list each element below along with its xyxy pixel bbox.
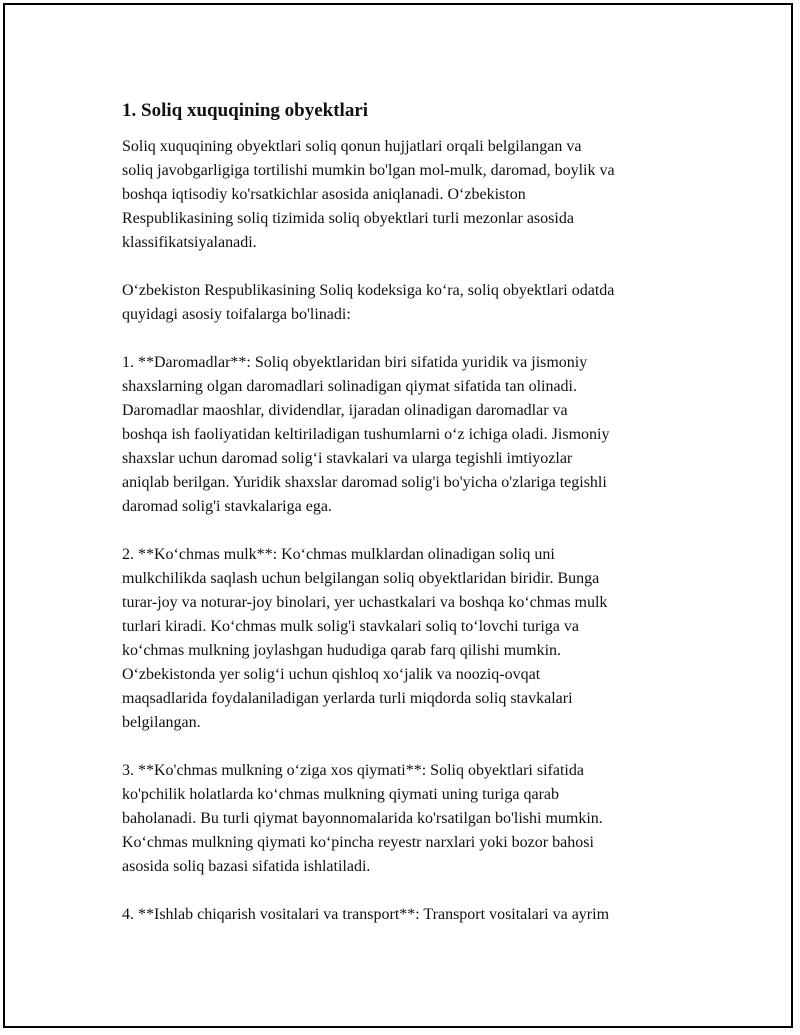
text-line: 4. **Ishlab chiqarish vositalari va transport**: Transport vositalari va ayrim <box>122 906 610 923</box>
text-line: turlari kiradi. Ko‘chmas mulk solig'i stavkalari soliq to‘lovchi turiga va <box>122 618 580 635</box>
text-line: shaxslarning olgan daromadlari solinadigan qiymat sifatida tan olinadi. <box>122 378 577 395</box>
text-line: 2. **Ko‘chmas mulk**: Ko‘chmas mulklardan olinadigan soliq uni <box>122 546 555 563</box>
paragraph-item-transport <box>122 903 702 927</box>
text-line: aniqlab berilgan. Yuridik shaxslar daromad solig'i bo'yicha o'zlariga tegishli <box>122 474 607 491</box>
text-line: klassifikatsiyalanadi. <box>122 234 257 251</box>
document-body <box>122 97 702 951</box>
text-line: Ko‘chmas mulkning qiymati ko‘pincha reyestr narxlari yoki bozor bahosi <box>122 834 594 851</box>
page-frame <box>3 3 793 1028</box>
text-line: quyidagi asosiy toifalarga bo'linadi: <box>122 306 351 323</box>
text-line: ko‘chmas mulkning joylashgan hududiga qarab farq qilishi mumkin. <box>122 642 562 659</box>
paragraph-intro <box>122 135 702 255</box>
text-line: 3. **Ko'chmas mulkning o‘ziga xos qiymati**: Soliq obyektlari sifatida <box>122 762 584 779</box>
text-line: boshqa ish faoliyatidan keltiriladigan tushumlarni o‘z ichiga oladi. Jismoniy <box>122 426 610 443</box>
text-line: daromad solig'i stavkalariga ega. <box>122 498 332 515</box>
text-line: belgilangan. <box>122 714 201 731</box>
text-line: baholanadi. Bu turli qiymat bayonnomalarida ko'rsatilgan bo'lishi mumkin. <box>122 810 603 827</box>
text-line: soliq javobgarligiga tortilishi mumkin bo'lgan mol-mulk, daromad, boylik va <box>122 162 615 179</box>
text-line: shaxslar uchun daromad solig‘i stavkalari va ularga tegishli imtiyozlar <box>122 450 573 467</box>
section-heading: 1. Soliq xuquqining obyektlari <box>122 100 369 121</box>
text-line: O‘zbekistonda yer solig‘i uchun qishloq xo‘jalik va nooziq-ovqat <box>122 666 541 683</box>
text-line: asosida soliq bazasi sifatida ishlatiladi. <box>122 858 371 875</box>
text-line: ko'pchilik holatlarda ko‘chmas mulkning qiymati uning turiga qarab <box>122 786 560 803</box>
text-line: O‘zbekiston Respublikasining Soliq kodeksiga ko‘ra, soliq obyektlari odatda <box>122 282 615 299</box>
text-line: Respublikasining soliq tizimida soliq obyektlari turli mezonlar asosida <box>122 210 574 227</box>
text-line: Soliq xuquqining obyektlari soliq qonun hujjatlari orqali belgilangan va <box>122 138 582 155</box>
text-line: 1. **Daromadlar**: Soliq obyektlaridan biri sifatida yuridik va jismoniy <box>122 354 588 371</box>
paragraph-item-qiymati <box>122 759 702 879</box>
text-line: turar-joy va noturar-joy binolari, yer uchastkalari va boshqa ko‘chmas mulk <box>122 594 608 611</box>
paragraph-item-daromadlar <box>122 351 702 519</box>
paragraph-item-kochmas-mulk <box>122 543 702 735</box>
text-line: mulkchilikda saqlash uchun belgilangan soliq obyektlaridan biridir. Bunga <box>122 570 600 587</box>
paragraph-categories-intro <box>122 279 702 327</box>
text-line: boshqa iqtisodiy ko'rsatkichlar asosida aniqlanadi. O‘zbekiston <box>122 186 526 203</box>
text-line: maqsadlarida foydalaniladigan yerlarda turli miqdorda soliq stavkalari <box>122 690 573 707</box>
text-line: Daromadlar maoshlar, dividendlar, ijaradan olinadigan daromadlar va <box>122 402 568 419</box>
